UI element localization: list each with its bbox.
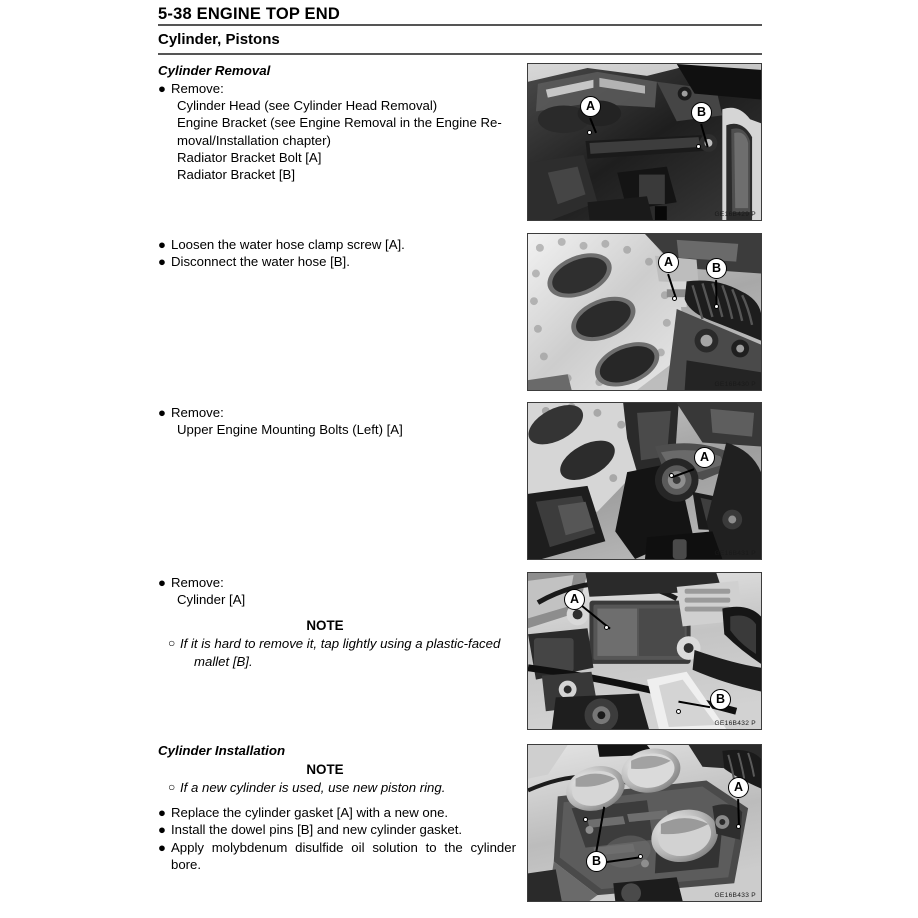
note-body bbox=[158, 635, 516, 669]
install-step-text: Replace the cylinder gasket [A] with a new one. bbox=[171, 805, 449, 821]
cylinder-removal-figure bbox=[527, 572, 762, 730]
header-rule-bottom bbox=[158, 53, 762, 55]
disconnect-hose-step bbox=[158, 253, 516, 270]
page-title: 5-38 ENGINE TOP END bbox=[158, 5, 340, 23]
removal-item: Radiator Bracket Bolt [A] bbox=[177, 149, 322, 165]
callout-b: B bbox=[691, 102, 712, 123]
remove-bullet bbox=[158, 574, 516, 591]
remove-label: Remove: bbox=[171, 405, 224, 420]
figure-id: GE16B433 P bbox=[714, 892, 756, 899]
leader-endpoint-a bbox=[669, 473, 674, 478]
figure-id: GE16B430 P bbox=[714, 381, 756, 388]
filled-bullet-icon: ● bbox=[158, 254, 166, 270]
page-header bbox=[158, 4, 762, 55]
note-heading: NOTE bbox=[306, 618, 344, 634]
open-bullet-icon: ○ bbox=[168, 636, 176, 651]
cylinder-installation-block bbox=[158, 742, 516, 873]
cylinder-item: Cylinder [A] bbox=[177, 592, 246, 608]
filled-bullet-icon: ● bbox=[158, 237, 166, 252]
remove-label: Remove: bbox=[171, 81, 224, 96]
filled-bullet-icon: ● bbox=[158, 805, 166, 821]
leader-endpoint-b2 bbox=[638, 854, 643, 859]
loosen-clamp-text: Loosen the water hose clamp screw [A]. bbox=[171, 237, 405, 252]
loosen-clamp-step bbox=[158, 236, 516, 253]
install-step bbox=[158, 821, 516, 838]
figure-id: GE16B429 P bbox=[714, 211, 756, 218]
figure-id: GE16B431 P bbox=[714, 550, 756, 557]
open-bullet-icon: ○ bbox=[168, 780, 176, 794]
leader-line-b bbox=[715, 280, 718, 306]
note-body bbox=[158, 779, 516, 796]
remove-label: Remove: bbox=[171, 575, 224, 590]
callout-b: B bbox=[586, 851, 607, 872]
water-hose-block bbox=[158, 236, 516, 270]
water-hose-figure bbox=[527, 233, 762, 391]
note-line: If it is hard to remove it, tap lightly using a plastic-faced bbox=[180, 636, 501, 652]
callout-a: A bbox=[564, 589, 585, 610]
removal-item: moval/Installation chapter) bbox=[177, 132, 331, 148]
cylinder-installation-heading: Cylinder Installation bbox=[158, 743, 286, 758]
install-step-text: Install the dowel pins [B] and new cylinder gasket. bbox=[171, 822, 463, 838]
note-line: mallet [B]. bbox=[194, 653, 253, 669]
mounting-bolts-block bbox=[158, 404, 516, 438]
figure-id: GE16B432 P bbox=[714, 720, 756, 727]
filled-bullet-icon: ● bbox=[158, 575, 166, 590]
leader-endpoint-b1 bbox=[583, 817, 588, 822]
remove-bullet bbox=[158, 80, 516, 97]
engine-photo-2 bbox=[528, 234, 761, 390]
piston-dowel-pin-figure bbox=[527, 744, 762, 902]
filled-bullet-icon: ● bbox=[158, 405, 166, 420]
filled-bullet-icon: ● bbox=[158, 839, 166, 855]
leader-endpoint-b bbox=[714, 304, 719, 309]
leader-endpoint-b bbox=[696, 144, 701, 149]
callout-a: A bbox=[658, 252, 679, 273]
disconnect-hose-text: Disconnect the water hose [B]. bbox=[171, 254, 350, 270]
spacer bbox=[158, 796, 516, 804]
leader-endpoint-a bbox=[587, 130, 592, 135]
remove-bullet bbox=[158, 404, 516, 421]
removal-item: Cylinder Head (see Cylinder Head Removal) bbox=[177, 98, 438, 114]
leader-endpoint-a bbox=[672, 296, 677, 301]
leader-endpoint-a bbox=[604, 625, 609, 630]
callout-b: B bbox=[710, 689, 731, 710]
removal-item: Engine Bracket (see Engine Removal in the Engine Re- bbox=[177, 115, 502, 131]
cylinder-remove-block bbox=[158, 574, 516, 670]
removal-item: Radiator Bracket [B] bbox=[177, 167, 296, 183]
engine-photo-1 bbox=[528, 64, 761, 220]
install-step bbox=[158, 804, 516, 821]
install-step-text: bore. bbox=[171, 856, 202, 872]
cylinder-removal-heading: Cylinder Removal bbox=[158, 63, 271, 78]
section-title: Cylinder, Pistons bbox=[158, 31, 280, 48]
radiator-bracket-figure bbox=[527, 63, 762, 221]
leader-endpoint-a bbox=[736, 824, 741, 829]
install-step bbox=[158, 839, 516, 856]
upper-engine-mounting-bolt-figure bbox=[527, 402, 762, 560]
filled-bullet-icon: ● bbox=[158, 822, 166, 838]
note-heading: NOTE bbox=[306, 762, 344, 777]
callout-b: B bbox=[706, 258, 727, 279]
engine-photo-3 bbox=[528, 403, 761, 559]
leader-endpoint-b bbox=[676, 709, 681, 714]
callout-a: A bbox=[694, 447, 715, 468]
install-step-text: Apply molybdenum disulfide oil solution to the cylinder bbox=[171, 839, 516, 855]
mounting-bolts-item: Upper Engine Mounting Bolts (Left) [A] bbox=[177, 422, 403, 438]
filled-bullet-icon: ● bbox=[158, 81, 166, 96]
cylinder-removal-block bbox=[158, 62, 516, 183]
engine-photo-5 bbox=[528, 745, 761, 901]
callout-a: A bbox=[728, 777, 749, 798]
callout-a: A bbox=[580, 96, 601, 117]
note-line: If a new cylinder is used, use new piston ring. bbox=[180, 780, 446, 795]
